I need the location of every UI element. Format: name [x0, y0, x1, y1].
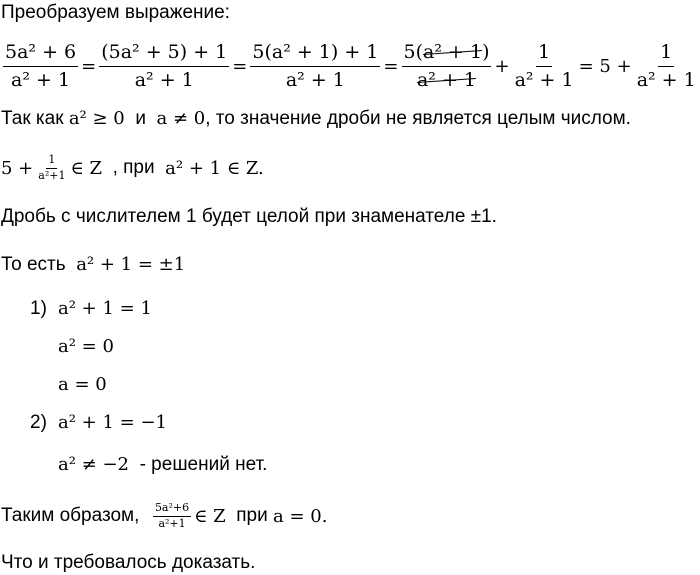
- fraction-cancelled: [402, 42, 492, 91]
- fraction-numerator: 1: [46, 154, 57, 168]
- math-equation: a² + 1 = ±1: [76, 254, 186, 275]
- cancelled-term: a² + 1: [423, 40, 483, 63]
- case-1-label: 1): [30, 298, 47, 319]
- conclusion-line: [1, 494, 327, 538]
- fraction-denominator: a² + 1: [134, 68, 194, 91]
- equals-five-plus: = 5 +: [578, 55, 632, 77]
- fraction-numerator: 5a² + 6: [3, 42, 78, 67]
- numerator-suffix: ): [482, 40, 490, 63]
- text-part: То есть: [1, 254, 66, 275]
- fraction-numerator: 1: [536, 42, 552, 67]
- fraction-denominator: [415, 67, 478, 91]
- integer-condition-line: [1, 146, 264, 190]
- fraction-remainder: [513, 42, 576, 91]
- that-is-line: [1, 254, 185, 276]
- fraction-numerator: 5a²+6: [153, 502, 191, 516]
- fraction-original: [3, 42, 78, 91]
- math-denominator-in-z: a² + 1 ∈ Z.: [165, 157, 264, 179]
- fraction-numerator: [402, 42, 492, 67]
- text-part: Таким образом,: [1, 505, 140, 526]
- equals-sign: =: [232, 55, 248, 77]
- case-2-result: [58, 454, 267, 476]
- fraction-denominator: a²+1: [158, 516, 186, 530]
- math-in-z: ∈ Z: [194, 505, 226, 527]
- small-fraction: [36, 154, 67, 181]
- equals-sign: =: [81, 55, 97, 77]
- text-part: и: [135, 108, 146, 129]
- fraction-denominator: a² + 1: [514, 68, 574, 91]
- text-part: - решений нет.: [139, 454, 268, 475]
- condition-line: [1, 108, 631, 130]
- equals-sign: =: [383, 55, 399, 77]
- text-part: при: [236, 505, 268, 526]
- fraction-numerator: 5(a² + 1) + 1: [250, 42, 380, 67]
- fraction-denominator: a²+1: [38, 168, 66, 182]
- fraction-denominator: a² + 1: [636, 68, 696, 91]
- fraction-step-2: [99, 42, 229, 91]
- fraction-result: [635, 42, 698, 91]
- small-fraction: [153, 502, 191, 529]
- case-1-result: a = 0: [58, 374, 107, 395]
- text-part: , при: [112, 157, 155, 178]
- case-2-label: 2): [30, 412, 47, 433]
- math-no-solution: a² ≠ −2: [58, 454, 130, 475]
- numerator-prefix: 5(: [403, 40, 424, 63]
- math-a-equals-0: a = 0.: [273, 505, 328, 527]
- fraction-denominator: a² + 1: [11, 68, 71, 91]
- fraction-numerator: 1: [658, 42, 674, 67]
- fraction-denominator: a² + 1: [285, 68, 345, 91]
- closing-text: Что и требовалось доказать.: [1, 552, 256, 573]
- text-part: , то значение дроби не является целым числом.: [205, 108, 631, 129]
- cancelled-term: a² + 1: [416, 68, 477, 91]
- plus-sign: +: [494, 55, 510, 77]
- text-part: Так как: [1, 108, 64, 129]
- fraction-numerator: (5a² + 5) + 1: [99, 42, 229, 67]
- denominator-statement: Дробь с числителем 1 будет целой при знаменателе ±1.: [1, 206, 497, 227]
- case-1-step: a² = 0: [58, 336, 114, 357]
- math-in-z: ∈ Z: [70, 157, 103, 179]
- case-1-equation: a² + 1 = 1: [58, 298, 152, 319]
- intro-text: Преобразуем выражение:: [1, 2, 230, 23]
- case-2-equation: a² + 1 = −1: [58, 412, 167, 433]
- transformation-chain: [0, 38, 700, 94]
- fraction-step-3: [250, 42, 380, 91]
- math-a-ne-0: a ≠ 0: [156, 108, 206, 129]
- math-a-squared-ge-0: a² ≥ 0: [68, 108, 125, 129]
- math-five-plus: 5 +: [1, 157, 34, 179]
